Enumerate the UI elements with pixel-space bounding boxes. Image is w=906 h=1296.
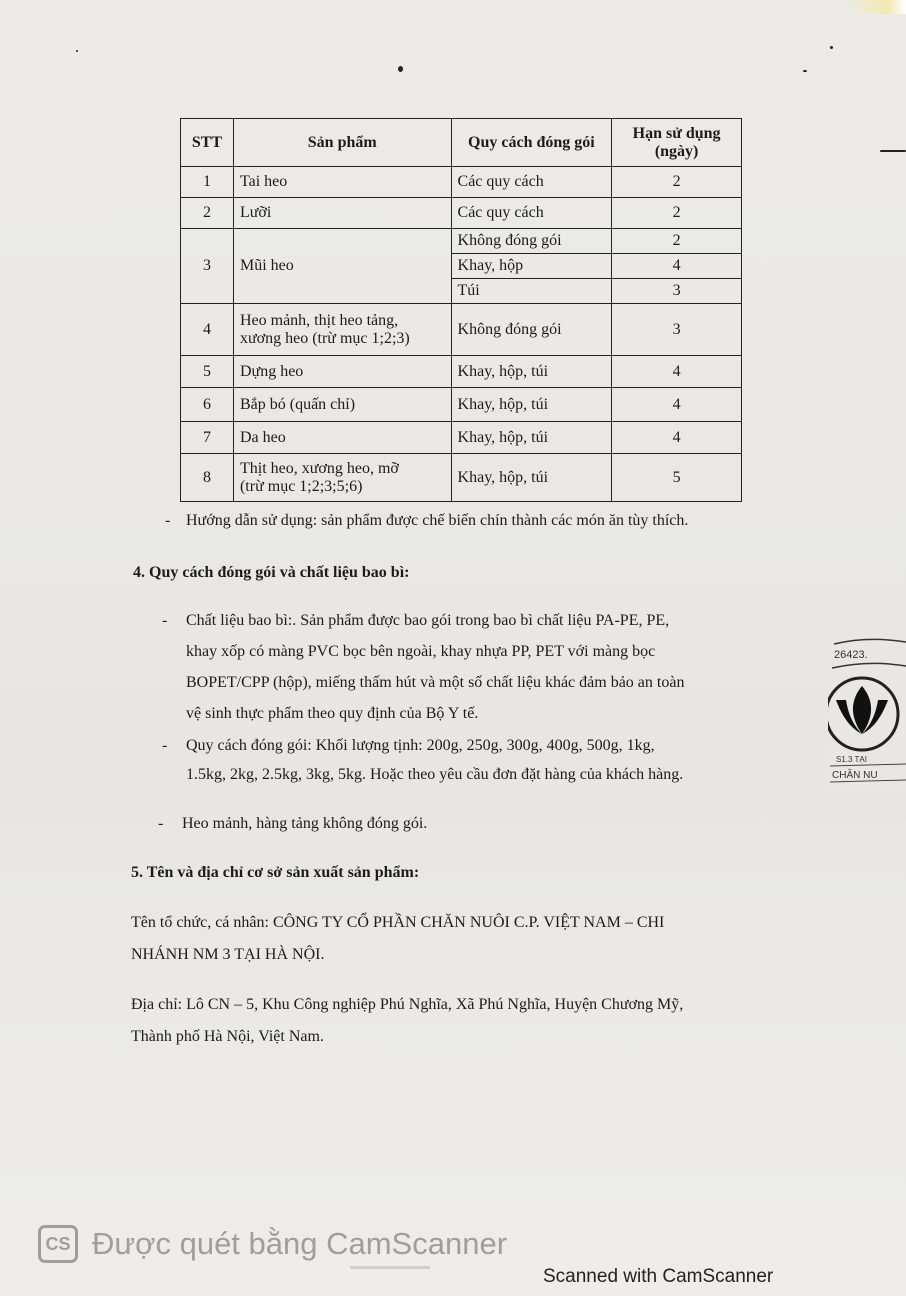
table-row <box>181 229 742 254</box>
bulk-note: Heo mảnh, hàng tảng không đóng gói. <box>182 815 428 832</box>
material-line: khay xốp có màng PVC bọc bên ngoài, khay nhựa PP, PET với màng bọc <box>186 643 656 660</box>
address-line: Thành phố Hà Nội, Việt Nam. <box>131 1028 324 1045</box>
cell-product-line: Heo mảnh, thịt heo tảng, <box>239 311 399 329</box>
speck <box>880 150 906 152</box>
cell-days: 4 <box>612 356 742 388</box>
cell-packing: Các quy cách <box>451 198 612 229</box>
material-line: Chất liệu bao bì:. Sản phẩm được bao gói trong bao bì chất liệu PA-PE, PE, <box>186 612 670 629</box>
company-stamp <box>828 634 906 790</box>
cell-product: Lưỡi <box>233 198 451 229</box>
cell-product <box>233 454 451 502</box>
material-line: BOPET/CPP (hộp), miếng thấm hút và một số chất liệu khác đảm bảo an toàn <box>186 674 685 691</box>
bullet-dash: - <box>158 815 164 832</box>
watermark-text: Được quét bằng CamScanner <box>92 1226 508 1261</box>
smudge <box>350 1266 430 1269</box>
cell-packing: Khay, hộp, túi <box>451 356 612 388</box>
header-shelf-life <box>612 119 742 167</box>
bullet-dash: - <box>162 737 168 754</box>
header-stt: STT <box>181 119 234 167</box>
speck <box>803 70 807 72</box>
cell-product-line: xương heo (trừ mục 1;2;3) <box>239 329 410 347</box>
speck <box>398 66 403 72</box>
cell-days: 5 <box>612 454 742 502</box>
cell-stt: 2 <box>181 198 234 229</box>
cell-stt: 4 <box>181 304 234 356</box>
table-row <box>181 356 742 388</box>
cell-product-line: (trừ mục 1;2;3;5;6) <box>239 477 363 495</box>
header-packing: Quy cách đóng gói <box>451 119 612 167</box>
bullet-dash: - <box>162 612 168 629</box>
organization-line: Tên tổ chức, cá nhân: CÔNG TY CỔ PHẦN CHĂN NUÔI C.P. VIỆT NAM – CHI <box>131 914 665 931</box>
camscanner-logo-icon: CS <box>38 1225 78 1263</box>
bullet-dash: - <box>165 512 171 529</box>
address-line: Địa chỉ: Lô CN – 5, Khu Công nghiệp Phú Nghĩa, Xã Phú Nghĩa, Huyện Chương Mỹ, <box>131 996 684 1013</box>
cell-packing: Túi <box>451 279 612 304</box>
cell-days: 2 <box>612 167 742 198</box>
speck <box>76 50 78 52</box>
cell-product: Mũi heo <box>233 229 451 304</box>
cell-days: 3 <box>612 279 742 304</box>
section-5-heading: 5. Tên và địa chỉ cơ sở sản xuất sản phẩm: <box>131 864 420 881</box>
cell-packing: Khay, hộp, túi <box>451 454 612 502</box>
cell-product: Tai heo <box>233 167 451 198</box>
stamp-text-top: S1.3 TẠI <box>836 755 867 764</box>
cell-days: 2 <box>612 198 742 229</box>
cell-days: 3 <box>612 304 742 356</box>
cell-days: 2 <box>612 229 742 254</box>
table-header-row <box>181 119 742 167</box>
material-line: vệ sinh thực phẩm theo quy định của Bộ Y tế. <box>186 705 479 722</box>
speck <box>830 46 833 49</box>
camscanner-watermark <box>38 1222 507 1266</box>
stamp-text-bottom: CHĂN NU <box>832 770 878 781</box>
cell-stt: 1 <box>181 167 234 198</box>
table-row <box>181 388 742 422</box>
cell-product: Bắp bó (quấn chỉ) <box>233 388 451 422</box>
cell-stt: 7 <box>181 422 234 454</box>
scanned-with-label: Scanned with CamScanner <box>543 1266 774 1287</box>
stamp-number: 26423. <box>834 649 868 661</box>
packing-line: Quy cách đóng gói: Khối lượng tịnh: 200g, 250g, 300g, 400g, 500g, 1kg, <box>186 737 655 754</box>
cell-packing: Không đóng gói <box>451 304 612 356</box>
cell-packing: Các quy cách <box>451 167 612 198</box>
cell-stt: 8 <box>181 454 234 502</box>
organization-line: NHÁNH NM 3 TẠI HÀ NỘI. <box>131 946 325 963</box>
section-4-heading: 4. Quy cách đóng gói và chất liệu bao bì: <box>133 564 410 581</box>
cell-product: Da heo <box>233 422 451 454</box>
cell-packing: Không đóng gói <box>451 229 612 254</box>
packing-line: 1.5kg, 2kg, 2.5kg, 3kg, 5kg. Hoặc theo yêu cầu đơn đặt hàng của khách hàng. <box>186 766 684 783</box>
table-row <box>181 422 742 454</box>
cell-days: 4 <box>612 388 742 422</box>
cell-packing: Khay, hộp, túi <box>451 422 612 454</box>
table-row <box>181 304 742 356</box>
header-product: Sản phẩm <box>233 119 451 167</box>
table-row <box>181 167 742 198</box>
cell-packing: Khay, hộp <box>451 254 612 279</box>
cell-stt: 5 <box>181 356 234 388</box>
cell-product <box>233 304 451 356</box>
cell-days: 4 <box>612 254 742 279</box>
cell-stt: 3 <box>181 229 234 304</box>
table-row <box>181 454 742 502</box>
table-row <box>181 198 742 229</box>
cell-stt: 6 <box>181 388 234 422</box>
usage-note: Hướng dẫn sử dụng: sản phẩm được chế biến chín thành các món ăn tùy thích. <box>186 512 689 529</box>
cell-product-line: Thịt heo, xương heo, mỡ <box>239 459 399 477</box>
product-shelf-life-table <box>180 118 742 502</box>
cell-days: 4 <box>612 422 742 454</box>
cell-packing: Khay, hộp, túi <box>451 388 612 422</box>
header-shelf-life-unit: (ngày) <box>654 142 699 160</box>
header-shelf-life-title: Hạn sử dụng <box>632 124 721 142</box>
corner-mark <box>846 0 906 14</box>
cell-product: Dựng heo <box>233 356 451 388</box>
